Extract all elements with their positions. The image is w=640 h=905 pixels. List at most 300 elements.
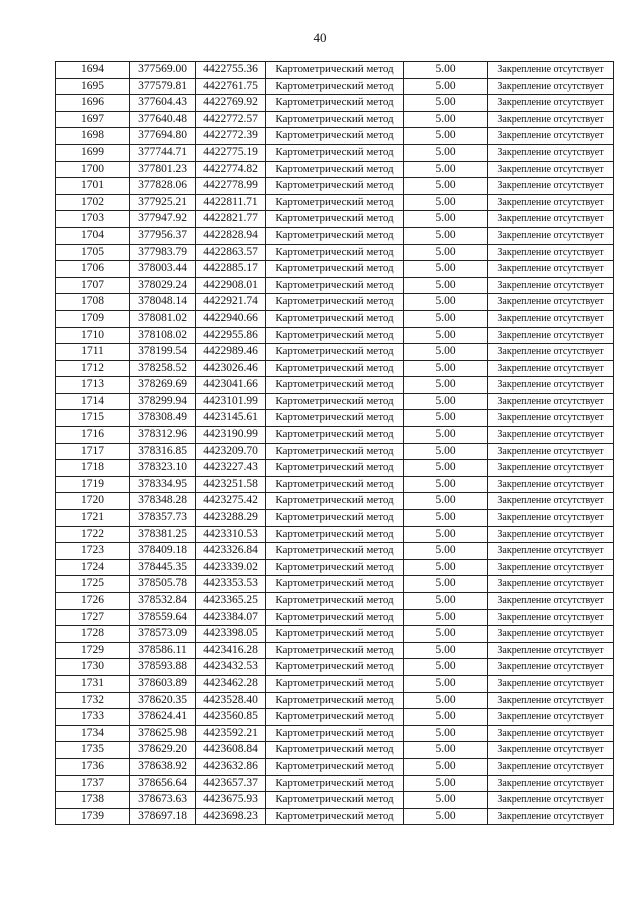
method-cell: Картометрический метод <box>266 642 404 659</box>
table-row <box>56 709 614 726</box>
table-row <box>56 626 614 643</box>
x-coordinate-cell: 378620.35 <box>130 692 196 709</box>
point-number-cell: 1719 <box>56 476 130 493</box>
table-row <box>56 427 614 444</box>
fixation-cell: Закрепление отсутствует <box>488 427 614 444</box>
method-cell: Картометрический метод <box>266 493 404 510</box>
point-number-cell: 1701 <box>56 178 130 195</box>
accuracy-cell: 5.00 <box>404 62 488 79</box>
x-coordinate-cell: 378697.18 <box>130 808 196 825</box>
accuracy-cell: 5.00 <box>404 443 488 460</box>
point-number-cell: 1697 <box>56 111 130 128</box>
table-row <box>56 559 614 576</box>
accuracy-cell: 5.00 <box>404 692 488 709</box>
y-coordinate-cell: 4423675.93 <box>196 792 266 809</box>
x-coordinate-cell: 378673.63 <box>130 792 196 809</box>
fixation-cell: Закрепление отсутствует <box>488 642 614 659</box>
accuracy-cell: 5.00 <box>404 178 488 195</box>
accuracy-cell: 5.00 <box>404 194 488 211</box>
accuracy-cell: 5.00 <box>404 393 488 410</box>
fixation-cell: Закрепление отсутствует <box>488 377 614 394</box>
table-row <box>56 244 614 261</box>
x-coordinate-cell: 378308.49 <box>130 410 196 427</box>
y-coordinate-cell: 4423026.46 <box>196 360 266 377</box>
accuracy-cell: 5.00 <box>404 808 488 825</box>
x-coordinate-cell: 378559.64 <box>130 609 196 626</box>
fixation-cell: Закрепление отсутствует <box>488 360 614 377</box>
x-coordinate-cell: 378334.95 <box>130 476 196 493</box>
point-number-cell: 1702 <box>56 194 130 211</box>
x-coordinate-cell: 378381.25 <box>130 526 196 543</box>
x-coordinate-cell: 378593.88 <box>130 659 196 676</box>
x-coordinate-cell: 377801.23 <box>130 161 196 178</box>
point-number-cell: 1706 <box>56 261 130 278</box>
table-row <box>56 460 614 477</box>
accuracy-cell: 5.00 <box>404 144 488 161</box>
method-cell: Картометрический метод <box>266 244 404 261</box>
x-coordinate-cell: 378199.54 <box>130 344 196 361</box>
point-number-cell: 1711 <box>56 344 130 361</box>
fixation-cell: Закрепление отсутствует <box>488 294 614 311</box>
point-number-cell: 1699 <box>56 144 130 161</box>
table-row <box>56 111 614 128</box>
table-row <box>56 327 614 344</box>
y-coordinate-cell: 4423432.53 <box>196 659 266 676</box>
accuracy-cell: 5.00 <box>404 128 488 145</box>
y-coordinate-cell: 4422755.36 <box>196 62 266 79</box>
accuracy-cell: 5.00 <box>404 758 488 775</box>
table-row <box>56 62 614 79</box>
accuracy-cell: 5.00 <box>404 261 488 278</box>
fixation-cell: Закрепление отсутствует <box>488 758 614 775</box>
table-row <box>56 344 614 361</box>
point-number-cell: 1703 <box>56 211 130 228</box>
y-coordinate-cell: 4422772.39 <box>196 128 266 145</box>
method-cell: Картометрический метод <box>266 310 404 327</box>
x-coordinate-cell: 378532.84 <box>130 593 196 610</box>
y-coordinate-cell: 4423326.84 <box>196 543 266 560</box>
point-number-cell: 1705 <box>56 244 130 261</box>
method-cell: Картометрический метод <box>266 194 404 211</box>
accuracy-cell: 5.00 <box>404 642 488 659</box>
accuracy-cell: 5.00 <box>404 377 488 394</box>
x-coordinate-cell: 378357.73 <box>130 510 196 527</box>
method-cell: Картометрический метод <box>266 360 404 377</box>
y-coordinate-cell: 4423145.61 <box>196 410 266 427</box>
table-row <box>56 659 614 676</box>
point-number-cell: 1728 <box>56 626 130 643</box>
method-cell: Картометрический метод <box>266 576 404 593</box>
x-coordinate-cell: 377640.48 <box>130 111 196 128</box>
y-coordinate-cell: 4423101.99 <box>196 393 266 410</box>
x-coordinate-cell: 378629.20 <box>130 742 196 759</box>
method-cell: Картометрический метод <box>266 211 404 228</box>
x-coordinate-cell: 378269.69 <box>130 377 196 394</box>
table-row <box>56 144 614 161</box>
table-row <box>56 792 614 809</box>
y-coordinate-cell: 4422761.75 <box>196 78 266 95</box>
x-coordinate-cell: 378348.28 <box>130 493 196 510</box>
x-coordinate-cell: 377694.80 <box>130 128 196 145</box>
x-coordinate-cell: 378656.64 <box>130 775 196 792</box>
method-cell: Картометрический метод <box>266 128 404 145</box>
coordinates-table <box>55 61 614 825</box>
point-number-cell: 1713 <box>56 377 130 394</box>
fixation-cell: Закрепление отсутствует <box>488 111 614 128</box>
method-cell: Картометрический метод <box>266 725 404 742</box>
y-coordinate-cell: 4423698.23 <box>196 808 266 825</box>
table-row <box>56 211 614 228</box>
point-number-cell: 1700 <box>56 161 130 178</box>
fixation-cell: Закрепление отсутствует <box>488 709 614 726</box>
y-coordinate-cell: 4423632.86 <box>196 758 266 775</box>
accuracy-cell: 5.00 <box>404 526 488 543</box>
table-row <box>56 377 614 394</box>
y-coordinate-cell: 4422885.17 <box>196 261 266 278</box>
y-coordinate-cell: 4422775.19 <box>196 144 266 161</box>
fixation-cell: Закрепление отсутствует <box>488 443 614 460</box>
fixation-cell: Закрепление отсутствует <box>488 460 614 477</box>
x-coordinate-cell: 378323.10 <box>130 460 196 477</box>
point-number-cell: 1718 <box>56 460 130 477</box>
method-cell: Картометрический метод <box>266 377 404 394</box>
method-cell: Картометрический метод <box>266 344 404 361</box>
fixation-cell: Закрепление отсутствует <box>488 742 614 759</box>
accuracy-cell: 5.00 <box>404 327 488 344</box>
table-row <box>56 227 614 244</box>
table-row <box>56 742 614 759</box>
y-coordinate-cell: 4423608.84 <box>196 742 266 759</box>
method-cell: Картометрический метод <box>266 559 404 576</box>
accuracy-cell: 5.00 <box>404 510 488 527</box>
table-row <box>56 128 614 145</box>
point-number-cell: 1734 <box>56 725 130 742</box>
y-coordinate-cell: 4423365.25 <box>196 593 266 610</box>
fixation-cell: Закрепление отсутствует <box>488 576 614 593</box>
y-coordinate-cell: 4423190.99 <box>196 427 266 444</box>
x-coordinate-cell: 377579.81 <box>130 78 196 95</box>
method-cell: Картометрический метод <box>266 742 404 759</box>
point-number-cell: 1716 <box>56 427 130 444</box>
accuracy-cell: 5.00 <box>404 659 488 676</box>
fixation-cell: Закрепление отсутствует <box>488 543 614 560</box>
y-coordinate-cell: 4423592.21 <box>196 725 266 742</box>
x-coordinate-cell: 377956.37 <box>130 227 196 244</box>
method-cell: Картометрический метод <box>266 227 404 244</box>
accuracy-cell: 5.00 <box>404 111 488 128</box>
method-cell: Картометрический метод <box>266 808 404 825</box>
table-row <box>56 476 614 493</box>
table-row <box>56 692 614 709</box>
x-coordinate-cell: 378624.41 <box>130 709 196 726</box>
y-coordinate-cell: 4423288.29 <box>196 510 266 527</box>
table-row <box>56 161 614 178</box>
fixation-cell: Закрепление отсутствует <box>488 128 614 145</box>
y-coordinate-cell: 4423416.28 <box>196 642 266 659</box>
fixation-cell: Закрепление отсутствует <box>488 526 614 543</box>
y-coordinate-cell: 4422769.92 <box>196 95 266 112</box>
method-cell: Картометрический метод <box>266 277 404 294</box>
point-number-cell: 1732 <box>56 692 130 709</box>
method-cell: Картометрический метод <box>266 393 404 410</box>
fixation-cell: Закрепление отсутствует <box>488 393 614 410</box>
accuracy-cell: 5.00 <box>404 78 488 95</box>
method-cell: Картометрический метод <box>266 626 404 643</box>
method-cell: Картометрический метод <box>266 709 404 726</box>
accuracy-cell: 5.00 <box>404 244 488 261</box>
y-coordinate-cell: 4423384.07 <box>196 609 266 626</box>
accuracy-cell: 5.00 <box>404 775 488 792</box>
fixation-cell: Закрепление отсутствует <box>488 659 614 676</box>
method-cell: Картометрический метод <box>266 62 404 79</box>
fixation-cell: Закрепление отсутствует <box>488 675 614 692</box>
point-number-cell: 1695 <box>56 78 130 95</box>
method-cell: Картометрический метод <box>266 161 404 178</box>
fixation-cell: Закрепление отсутствует <box>488 62 614 79</box>
x-coordinate-cell: 377947.92 <box>130 211 196 228</box>
y-coordinate-cell: 4423528.40 <box>196 692 266 709</box>
fixation-cell: Закрепление отсутствует <box>488 178 614 195</box>
accuracy-cell: 5.00 <box>404 344 488 361</box>
accuracy-cell: 5.00 <box>404 161 488 178</box>
method-cell: Картометрический метод <box>266 144 404 161</box>
x-coordinate-cell: 378299.94 <box>130 393 196 410</box>
table-row <box>56 393 614 410</box>
fixation-cell: Закрепление отсутствует <box>488 261 614 278</box>
point-number-cell: 1739 <box>56 808 130 825</box>
fixation-cell: Закрепление отсутствует <box>488 161 614 178</box>
fixation-cell: Закрепление отсутствует <box>488 78 614 95</box>
method-cell: Картометрический метод <box>266 261 404 278</box>
fixation-cell: Закрепление отсутствует <box>488 775 614 792</box>
y-coordinate-cell: 4423462.28 <box>196 675 266 692</box>
point-number-cell: 1723 <box>56 543 130 560</box>
y-coordinate-cell: 4423227.43 <box>196 460 266 477</box>
point-number-cell: 1714 <box>56 393 130 410</box>
method-cell: Картометрический метод <box>266 460 404 477</box>
fixation-cell: Закрепление отсутствует <box>488 244 614 261</box>
y-coordinate-cell: 4423560.85 <box>196 709 266 726</box>
table-row <box>56 543 614 560</box>
x-coordinate-cell: 378048.14 <box>130 294 196 311</box>
y-coordinate-cell: 4422821.77 <box>196 211 266 228</box>
x-coordinate-cell: 378573.09 <box>130 626 196 643</box>
accuracy-cell: 5.00 <box>404 609 488 626</box>
y-coordinate-cell: 4423251.58 <box>196 476 266 493</box>
x-coordinate-cell: 378003.44 <box>130 261 196 278</box>
table-row <box>56 758 614 775</box>
y-coordinate-cell: 4422811.71 <box>196 194 266 211</box>
y-coordinate-cell: 4422921.74 <box>196 294 266 311</box>
fixation-cell: Закрепление отсутствует <box>488 725 614 742</box>
accuracy-cell: 5.00 <box>404 95 488 112</box>
fixation-cell: Закрепление отсутствует <box>488 95 614 112</box>
point-number-cell: 1722 <box>56 526 130 543</box>
fixation-cell: Закрепление отсутствует <box>488 194 614 211</box>
method-cell: Картометрический метод <box>266 543 404 560</box>
point-number-cell: 1735 <box>56 742 130 759</box>
fixation-cell: Закрепление отсутствует <box>488 277 614 294</box>
method-cell: Картометрический метод <box>266 476 404 493</box>
x-coordinate-cell: 378505.78 <box>130 576 196 593</box>
method-cell: Картометрический метод <box>266 443 404 460</box>
method-cell: Картометрический метод <box>266 775 404 792</box>
x-coordinate-cell: 378081.02 <box>130 310 196 327</box>
point-number-cell: 1720 <box>56 493 130 510</box>
table-row <box>56 493 614 510</box>
x-coordinate-cell: 378445.35 <box>130 559 196 576</box>
point-number-cell: 1726 <box>56 593 130 610</box>
x-coordinate-cell: 377744.71 <box>130 144 196 161</box>
table-row <box>56 675 614 692</box>
fixation-cell: Закрепление отсутствует <box>488 476 614 493</box>
table-row <box>56 510 614 527</box>
fixation-cell: Закрепление отсутствует <box>488 609 614 626</box>
y-coordinate-cell: 4422955.86 <box>196 327 266 344</box>
y-coordinate-cell: 4423398.05 <box>196 626 266 643</box>
point-number-cell: 1729 <box>56 642 130 659</box>
table-row <box>56 526 614 543</box>
method-cell: Картометрический метод <box>266 675 404 692</box>
fixation-cell: Закрепление отсутствует <box>488 144 614 161</box>
method-cell: Картометрический метод <box>266 294 404 311</box>
x-coordinate-cell: 378316.85 <box>130 443 196 460</box>
accuracy-cell: 5.00 <box>404 427 488 444</box>
fixation-cell: Закрепление отсутствует <box>488 792 614 809</box>
accuracy-cell: 5.00 <box>404 360 488 377</box>
table-row <box>56 310 614 327</box>
point-number-cell: 1724 <box>56 559 130 576</box>
point-number-cell: 1708 <box>56 294 130 311</box>
accuracy-cell: 5.00 <box>404 742 488 759</box>
fixation-cell: Закрепление отсутствует <box>488 808 614 825</box>
table-row <box>56 725 614 742</box>
fixation-cell: Закрепление отсутствует <box>488 310 614 327</box>
method-cell: Картометрический метод <box>266 510 404 527</box>
accuracy-cell: 5.00 <box>404 626 488 643</box>
table-row <box>56 294 614 311</box>
page-number: 40 <box>313 30 327 45</box>
accuracy-cell: 5.00 <box>404 460 488 477</box>
x-coordinate-cell: 378638.92 <box>130 758 196 775</box>
fixation-cell: Закрепление отсутствует <box>488 559 614 576</box>
fixation-cell: Закрепление отсутствует <box>488 510 614 527</box>
x-coordinate-cell: 378108.02 <box>130 327 196 344</box>
y-coordinate-cell: 4423339.02 <box>196 559 266 576</box>
accuracy-cell: 5.00 <box>404 675 488 692</box>
point-number-cell: 1738 <box>56 792 130 809</box>
accuracy-cell: 5.00 <box>404 576 488 593</box>
accuracy-cell: 5.00 <box>404 593 488 610</box>
point-number-cell: 1694 <box>56 62 130 79</box>
point-number-cell: 1731 <box>56 675 130 692</box>
accuracy-cell: 5.00 <box>404 294 488 311</box>
point-number-cell: 1717 <box>56 443 130 460</box>
method-cell: Картометрический метод <box>266 792 404 809</box>
accuracy-cell: 5.00 <box>404 709 488 726</box>
accuracy-cell: 5.00 <box>404 792 488 809</box>
fixation-cell: Закрепление отсутствует <box>488 410 614 427</box>
point-number-cell: 1730 <box>56 659 130 676</box>
table-row <box>56 775 614 792</box>
method-cell: Картометрический метод <box>266 178 404 195</box>
point-number-cell: 1704 <box>56 227 130 244</box>
table-row <box>56 78 614 95</box>
table-row <box>56 178 614 195</box>
point-number-cell: 1737 <box>56 775 130 792</box>
accuracy-cell: 5.00 <box>404 476 488 493</box>
accuracy-cell: 5.00 <box>404 410 488 427</box>
accuracy-cell: 5.00 <box>404 277 488 294</box>
method-cell: Картометрический метод <box>266 692 404 709</box>
accuracy-cell: 5.00 <box>404 559 488 576</box>
fixation-cell: Закрепление отсутствует <box>488 227 614 244</box>
method-cell: Картометрический метод <box>266 659 404 676</box>
fixation-cell: Закрепление отсутствует <box>488 211 614 228</box>
fixation-cell: Закрепление отсутствует <box>488 493 614 510</box>
point-number-cell: 1736 <box>56 758 130 775</box>
x-coordinate-cell: 377604.43 <box>130 95 196 112</box>
y-coordinate-cell: 4422940.66 <box>196 310 266 327</box>
x-coordinate-cell: 378409.18 <box>130 543 196 560</box>
x-coordinate-cell: 378258.52 <box>130 360 196 377</box>
y-coordinate-cell: 4423209.70 <box>196 443 266 460</box>
point-number-cell: 1710 <box>56 327 130 344</box>
table-row <box>56 576 614 593</box>
y-coordinate-cell: 4422863.57 <box>196 244 266 261</box>
table-row <box>56 593 614 610</box>
table-row <box>56 194 614 211</box>
point-number-cell: 1698 <box>56 128 130 145</box>
point-number-cell: 1709 <box>56 310 130 327</box>
y-coordinate-cell: 4423657.37 <box>196 775 266 792</box>
method-cell: Картометрический метод <box>266 78 404 95</box>
x-coordinate-cell: 377925.21 <box>130 194 196 211</box>
point-number-cell: 1727 <box>56 609 130 626</box>
accuracy-cell: 5.00 <box>404 310 488 327</box>
table-row <box>56 360 614 377</box>
x-coordinate-cell: 377569.00 <box>130 62 196 79</box>
point-number-cell: 1707 <box>56 277 130 294</box>
x-coordinate-cell: 377828.06 <box>130 178 196 195</box>
accuracy-cell: 5.00 <box>404 543 488 560</box>
point-number-cell: 1721 <box>56 510 130 527</box>
table-row <box>56 95 614 112</box>
y-coordinate-cell: 4422774.82 <box>196 161 266 178</box>
point-number-cell: 1696 <box>56 95 130 112</box>
table-row <box>56 808 614 825</box>
method-cell: Картометрический метод <box>266 427 404 444</box>
table-row <box>56 277 614 294</box>
fixation-cell: Закрепление отсутствует <box>488 327 614 344</box>
x-coordinate-cell: 378312.96 <box>130 427 196 444</box>
x-coordinate-cell: 377983.79 <box>130 244 196 261</box>
method-cell: Картометрический метод <box>266 95 404 112</box>
table-row <box>56 642 614 659</box>
table-row <box>56 443 614 460</box>
x-coordinate-cell: 378603.89 <box>130 675 196 692</box>
y-coordinate-cell: 4422772.57 <box>196 111 266 128</box>
table-body <box>56 62 614 825</box>
y-coordinate-cell: 4422778.99 <box>196 178 266 195</box>
method-cell: Картометрический метод <box>266 609 404 626</box>
x-coordinate-cell: 378029.24 <box>130 277 196 294</box>
y-coordinate-cell: 4423041.66 <box>196 377 266 394</box>
method-cell: Картометрический метод <box>266 758 404 775</box>
method-cell: Картометрический метод <box>266 111 404 128</box>
y-coordinate-cell: 4422989.46 <box>196 344 266 361</box>
point-number-cell: 1733 <box>56 709 130 726</box>
